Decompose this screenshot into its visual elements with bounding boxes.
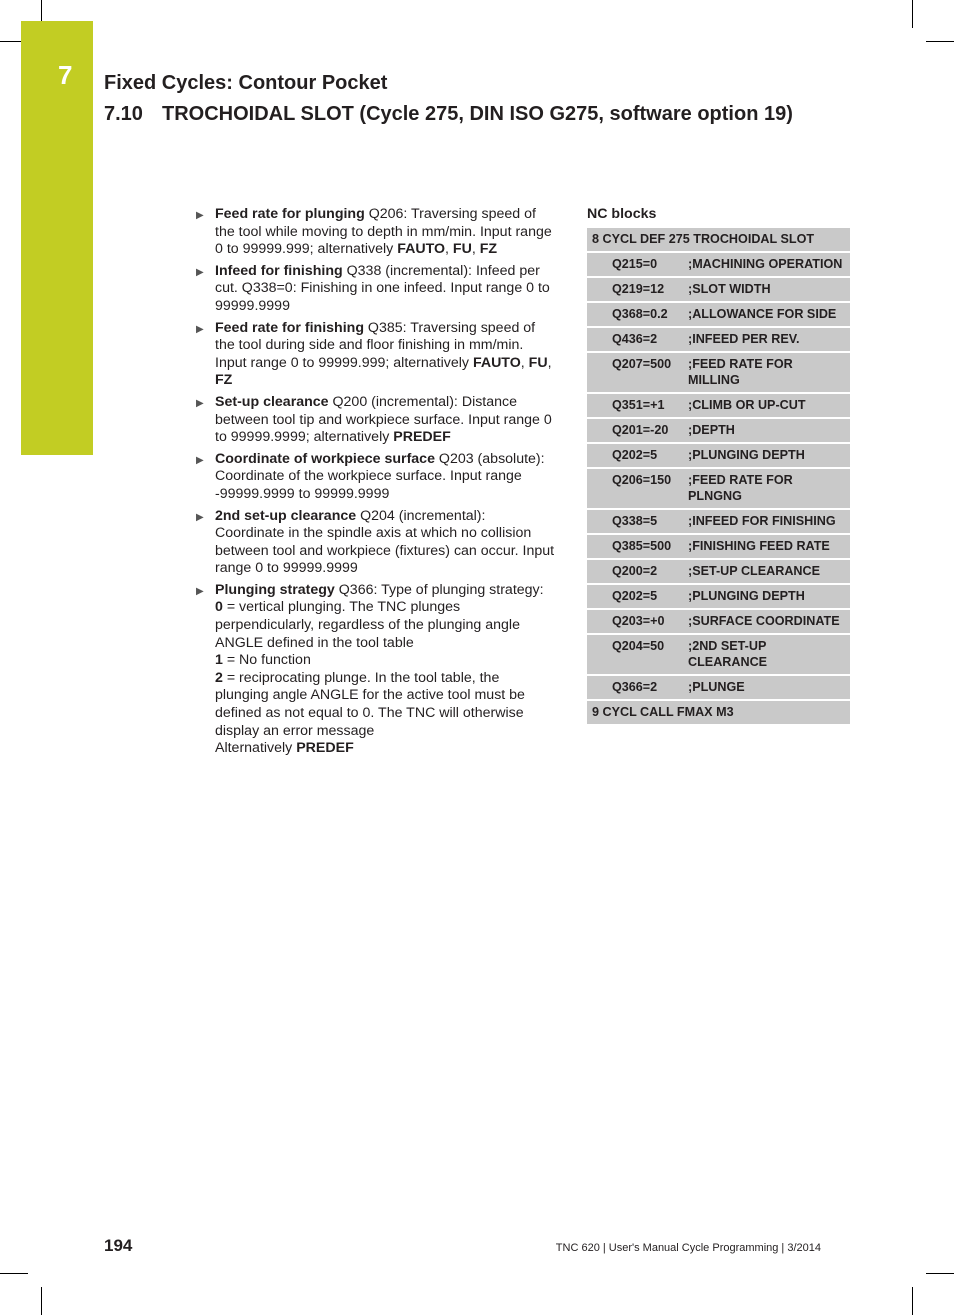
nc-param-code: Q207=500: [587, 352, 686, 393]
alternative-text: Alternatively: [215, 740, 297, 757]
nc-param-code: Q204=50: [587, 634, 686, 675]
triangle-bullet-icon: ▶: [196, 266, 204, 278]
parameter-text: Q206: Traversing speed of the tool while moving to depth in mm/min. Input range 0 to 99999.999; alternatively: [215, 206, 552, 258]
option-value: 1: [215, 652, 223, 669]
nc-param-code: Q206=150: [587, 468, 686, 509]
parameter-text: Q385: Traversing speed of the tool during side and floor finishing in mm/min. Input range 0 to 99999.999; alternatively: [215, 319, 536, 371]
nc-param-comment: ;INFEED FOR FINISHING: [686, 509, 850, 534]
table-row: [587, 302, 850, 327]
crop-mark: [41, 1287, 42, 1315]
list-item: [194, 263, 556, 316]
nc-param-comment: ;FEED RATE FOR PLNGNG: [686, 468, 850, 509]
nc-param-code: Q203=+0: [587, 609, 686, 634]
table-row: [587, 584, 850, 609]
section-number: 7.10: [104, 103, 143, 125]
nc-param-comment: ;FINISHING FEED RATE: [686, 534, 850, 559]
nc-param-code: Q368=0.2: [587, 302, 686, 327]
triangle-bullet-icon: ▶: [196, 511, 204, 523]
parameter-text: Q203 (absolute): Coordinate of the workpiece surface. Input range -99999.9999 to 99999.9999: [215, 450, 545, 502]
nc-param-comment: ;SLOT WIDTH: [686, 277, 850, 302]
keyword: FAUTO: [397, 241, 446, 258]
nc-param-code: Q202=5: [587, 584, 686, 609]
nc-param-code: Q202=5: [587, 443, 686, 468]
list-item: [194, 582, 556, 758]
nc-param-comment: ;PLUNGE: [686, 675, 850, 700]
chapter-tab: [21, 21, 93, 455]
table-row: [587, 468, 850, 509]
nc-param-code: Q201=-20: [587, 418, 686, 443]
parameter-term: Feed rate for plunging: [215, 206, 365, 222]
list-item: [194, 394, 556, 447]
parameter-term: Set-up clearance: [215, 393, 329, 410]
list-item: [194, 451, 556, 504]
crop-mark: [926, 1273, 954, 1274]
nc-param-comment: ;PLUNGING DEPTH: [686, 443, 850, 468]
keyword: FAUTO: [472, 354, 521, 371]
nc-param-code: Q200=2: [587, 559, 686, 584]
parameter-term: Plunging strategy: [215, 581, 335, 598]
table-row: [587, 277, 850, 302]
crop-mark: [926, 41, 954, 42]
keyword: FU: [528, 354, 548, 371]
parameter-text: Q204 (incremental): Coordinate in the spindle axis at which no collision between tool and workpiece (fixtures) can occur. Input range 0 to 99999.9999: [215, 507, 555, 577]
nc-param-comment: ;2ND SET-UP CLEARANCE: [686, 634, 850, 675]
parameter-term: Feed rate for finishing: [215, 319, 364, 336]
separator: ,: [471, 241, 480, 258]
nc-param-comment: ;DEPTH: [686, 418, 850, 443]
triangle-bullet-icon: ▶: [196, 210, 204, 221]
table-row: [587, 352, 850, 393]
nc-param-comment: ;SET-UP CLEARANCE: [686, 559, 850, 584]
triangle-bullet-icon: ▶: [196, 454, 204, 466]
chapter-title: Fixed Cycles: Contour Pocket: [104, 72, 388, 94]
table-row: [587, 393, 850, 418]
nc-param-code: Q351=+1: [587, 393, 686, 418]
crop-mark: [912, 0, 913, 28]
keyword: PREDEF: [393, 429, 451, 446]
separator: ,: [547, 354, 552, 371]
keyword: FZ: [215, 372, 233, 389]
option-text: = reciprocating plunge. In the tool table, the plunging angle ANGLE for the active tool must be defined as not equal to 0. The TNC will otherwise display an error message: [215, 669, 525, 739]
keyword: FZ: [479, 241, 498, 258]
keyword: PREDEF: [296, 740, 354, 757]
nc-param-comment: ;INFEED PER REV.: [686, 327, 850, 352]
separator: ,: [445, 241, 453, 258]
keyword: FU: [452, 241, 472, 258]
nc-blocks-table: [587, 228, 850, 726]
table-row: [587, 609, 850, 634]
section-title: TROCHOIDAL SLOT (Cycle 275, DIN ISO G275, software option 19): [162, 103, 793, 125]
nc-param-code: Q219=12: [587, 277, 686, 302]
list-item: [194, 320, 556, 390]
section-heading: [104, 103, 793, 126]
parameter-text: Q338 (incremental): Infeed per cut. Q338=0: Finishing in one infeed. Input range 0 to 99999.9999: [215, 262, 550, 314]
nc-param-comment: ;FEED RATE FOR MILLING: [686, 352, 850, 393]
parameter-term: Coordinate of workpiece surface: [215, 450, 435, 467]
parameter-list: [194, 206, 556, 762]
footer-text: TNC 620 | User's Manual Cycle Programming | 3/2014: [555, 1242, 821, 1254]
nc-blocks-heading: NC blocks: [587, 206, 657, 222]
nc-param-comment: ;MACHINING OPERATION: [686, 252, 850, 277]
crop-mark: [0, 1273, 28, 1274]
nc-param-code: Q436=2: [587, 327, 686, 352]
list-item: [194, 508, 556, 578]
option-text: = vertical plunging. The TNC plunges perpendicularly, regardless of the plunging angle ANGLE defined in the tool table: [215, 599, 520, 651]
nc-param-code: Q385=500: [587, 534, 686, 559]
parameter-term: Infeed for finishing: [215, 262, 343, 279]
nc-block-line: 8 CYCL DEF 275 TROCHOIDAL SLOT: [587, 228, 850, 252]
nc-param-code: Q215=0: [587, 252, 686, 277]
table-row: [587, 418, 850, 443]
triangle-bullet-icon: ▶: [196, 585, 204, 597]
nc-param-comment: ;ALLOWANCE FOR SIDE: [686, 302, 850, 327]
table-row: [587, 443, 850, 468]
chapter-number: 7: [58, 60, 73, 90]
separator: ,: [520, 354, 529, 371]
nc-param-comment: ;PLUNGING DEPTH: [686, 584, 850, 609]
table-row: [587, 327, 850, 352]
parameter-text: Q366: Type of plunging strategy:: [334, 581, 544, 598]
option-value: 2: [215, 669, 223, 686]
list-item: [194, 206, 556, 259]
table-row: [587, 252, 850, 277]
nc-param-code: Q338=5: [587, 509, 686, 534]
option-value: 0: [215, 599, 223, 616]
nc-block-line: 9 CYCL CALL FMAX M3: [587, 700, 850, 725]
page-number: 194: [104, 1236, 133, 1255]
table-row: [587, 509, 850, 534]
triangle-bullet-icon: ▶: [196, 323, 204, 335]
crop-mark: [912, 1287, 913, 1315]
nc-param-comment: ;CLIMB OR UP-CUT: [686, 393, 850, 418]
option-text: = No function: [222, 652, 311, 669]
table-row: [587, 700, 850, 725]
parameter-text: Q200 (incremental): Distance between tool tip and workpiece surface. Input range 0 to 99999.9999; alternatively: [215, 393, 552, 446]
table-row: [587, 559, 850, 584]
nc-param-code: Q366=2: [587, 675, 686, 700]
table-row: [587, 634, 850, 675]
triangle-bullet-icon: ▶: [196, 397, 204, 409]
parameter-term: 2nd set-up clearance: [215, 507, 357, 524]
table-row: [587, 534, 850, 559]
table-row: [587, 228, 850, 252]
table-row: [587, 675, 850, 700]
nc-param-comment: ;SURFACE COORDINATE: [686, 609, 850, 634]
